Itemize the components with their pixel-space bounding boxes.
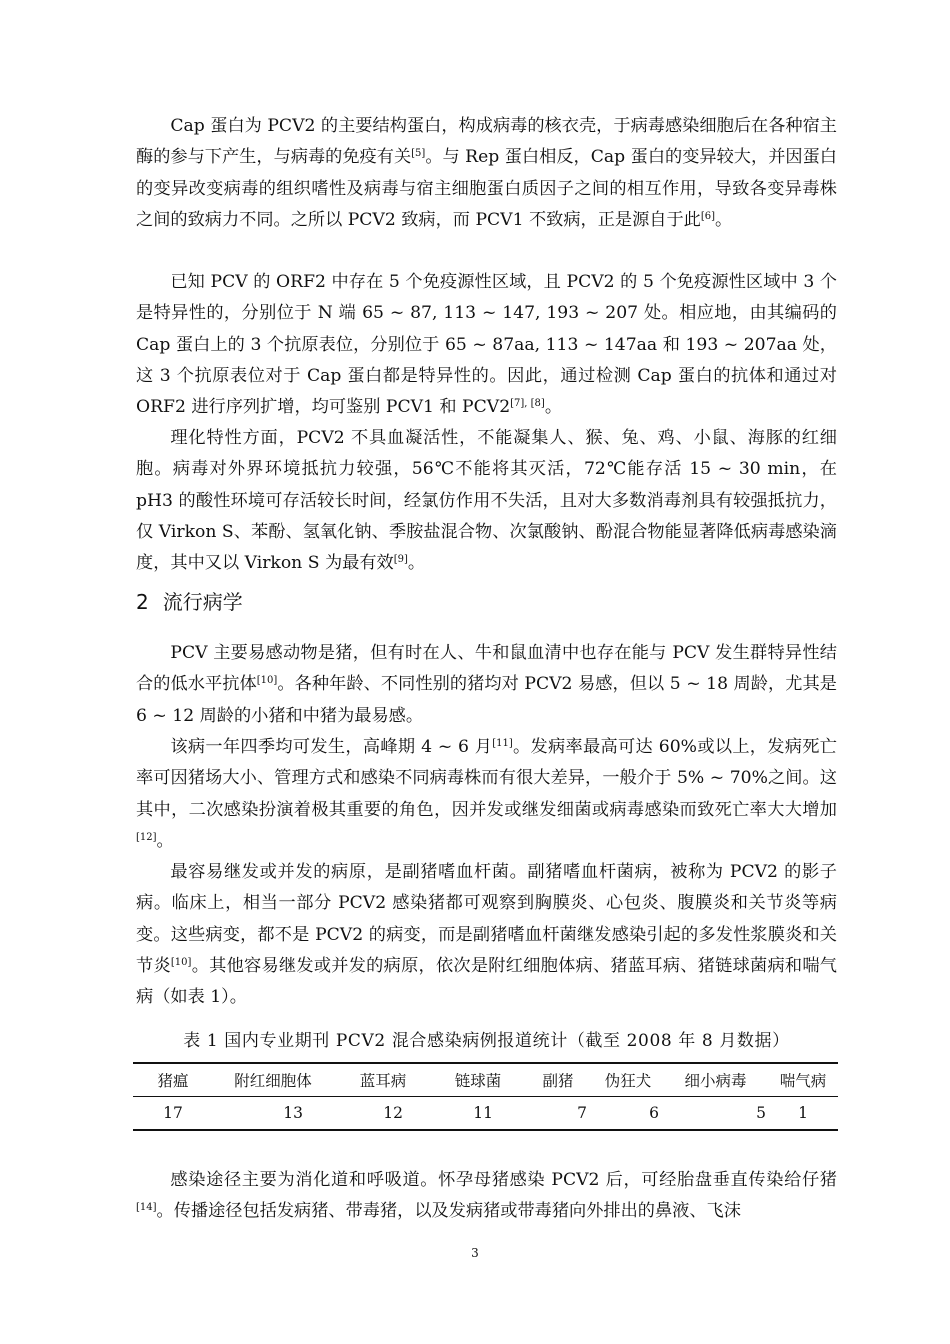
paragraph-cap-protein: Cap 蛋白为 PCV2 的主要结构蛋白，构成病毒的核衣壳，于病毒感染细胞后在各种宿主酶的参与下产生，与病毒的免疫有关[5]。与 Rep 蛋白相反，Cap 蛋白的变异较大，并因蛋白的变异改变病毒的组织嗜性及病毒与宿主细胞蛋白质因子之间的相互作用，导致各变异毒株之间的致病力不同。之所以 PCV2 致病，而 PCV1 不致病，正是源自于此[6]。 — [136, 116, 837, 230]
table-cell: 6 — [649, 1104, 659, 1122]
citation-9[interactable]: [9] — [393, 554, 408, 566]
table-cell: 1 — [798, 1104, 808, 1122]
citation-5[interactable]: [5] — [411, 148, 426, 160]
citation-7-8[interactable]: [7], [8] — [510, 398, 545, 410]
table-cell: 12 — [383, 1104, 403, 1122]
section-title: 流行病学 — [162, 590, 243, 614]
citation-10[interactable]: [10] — [256, 675, 278, 687]
citation-14[interactable]: [14] — [136, 1202, 157, 1214]
table-header-cell: 副猪 — [542, 1072, 574, 1090]
table-cell: 11 — [473, 1104, 493, 1122]
table-cell: 13 — [283, 1104, 303, 1122]
section-heading-epidemiology — [136, 588, 243, 616]
table-cell: 7 — [577, 1104, 587, 1122]
table-header-cell: 喘气病 — [779, 1072, 827, 1090]
citation-12[interactable]: [12] — [136, 831, 157, 843]
table-cell: 17 — [163, 1104, 183, 1122]
citation-11[interactable]: [11] — [492, 738, 513, 749]
citation-10b[interactable]: [10] — [170, 956, 192, 968]
table-header-cell: 蓝耳病 — [359, 1072, 407, 1090]
paragraph-orf2-epitopes: 已知 PCV 的 ORF2 中存在 5 个免疫源性区域，且 PCV2 的 5 个免疫源性区域中 3 个是特异性的，分别位于 N 端 65 ~ 87, 113 ~ 147, 193 ~ 207 处。相应地，由其编码的 Cap 蛋白上的 3 个抗原表位，分别位于 65 ~ 87aa, 113 ~ 147aa 和 193 ~ 207aa 处，这 3 个抗原表位对于 Cap 蛋白都是特异性的。因此，通过检测 Cap 蛋白的抗体和通过对 ORF2 进行序列扩增，均可鉴别 PCV1 和 PCV2[7], [8]。 — [136, 272, 837, 418]
table-cell: 5 — [756, 1104, 766, 1122]
table-caption: 表 1 国内专业期刊 PCV2 混合感染病例报道统计（截至 2008 年 8 月数据） — [183, 1031, 790, 1051]
table-header-cell: 附红细胞体 — [234, 1072, 312, 1090]
table-row — [133, 1097, 838, 1131]
table-header-cell: 伪狂犬 — [604, 1072, 652, 1090]
paragraph-susceptible-animals: PCV 主要易感动物是猪，但有时在人、牛和鼠血清中也存在能与 PCV 发生群特异性结合的低水平抗体[10]。各种年龄、不同性别的猪均对 PCV2 易感，但以 5 ~ 18 周龄，尤其是 6 ~ 12 周龄的小猪和中猪为最易感。 — [136, 643, 837, 726]
coinfection-table — [133, 1062, 838, 1131]
table-header-cell: 猪瘟 — [157, 1072, 189, 1090]
table-header-cell: 链球菌 — [454, 1072, 502, 1090]
paragraph-physicochemical: 理化特性方面，PCV2 不具血凝活性，不能凝集人、猴、兔、鸡、小鼠、海豚的红细胞。病毒对外界环境抵抗力较强，56℃不能将其灭活，72℃能存活 15 ~ 30 min，在 pH3 的酸性环境可存活较长时间，经氯仿作用不失活，且对大多数消毒剂具有较强抵抗力，仅 Virkon S、苯酚、氢氧化钠、季胺盐混合物、次氯酸钠、酚混合物能显著降低病毒感染滴度，其中又以 Virkon S 为最有效[9]。 — [136, 428, 837, 574]
page-number: 3 — [471, 1246, 479, 1260]
section-number: 2 — [136, 590, 149, 614]
table-header-row — [133, 1063, 838, 1097]
citation-6[interactable]: [6] — [700, 210, 716, 222]
paragraph-transmission: 感染途径主要为消化道和呼吸道。怀孕母猪感染 PCV2 后，可经胎盘垂直传染给仔猪[14]。传播途径包括发病猪、带毒猪，以及发病猪或带毒猪向外排出的鼻液、飞沫 — [136, 1170, 837, 1222]
paragraph-seasonality: 该病一年四季均可发生，高峰期 4 ~ 6 月[11]。发病率最高可达 60%或以上，发病死亡率可因猪场大小、管理方式和感染不同病毒株而有很大差异，一般介于 5% ~ 70%之间。这其中，二次感染扮演着极其重要的角色，因并发或继发细菌或病毒感染而致死亡率大大增加[12]。 — [136, 737, 837, 851]
paragraph-coinfection: 最容易继发或并发的病原，是副猪嗜血杆菌。副猪嗜血杆菌病，被称为 PCV2 的影子病。临床上，相当一部分 PCV2 感染猪都可观察到胸膜炎、心包炎、腹膜炎和关节炎等病变。这些病变，都不是 PCV2 的病变，而是副猪嗜血杆菌继发感染引起的多发性浆膜炎和关节炎[10]。其他容易继发或并发的病原，依次是附红细胞体病、猪蓝耳病、猪链球菌病和喘气病（如表 1）。 — [136, 862, 837, 1008]
table-header-cell: 细小病毒 — [684, 1072, 747, 1090]
